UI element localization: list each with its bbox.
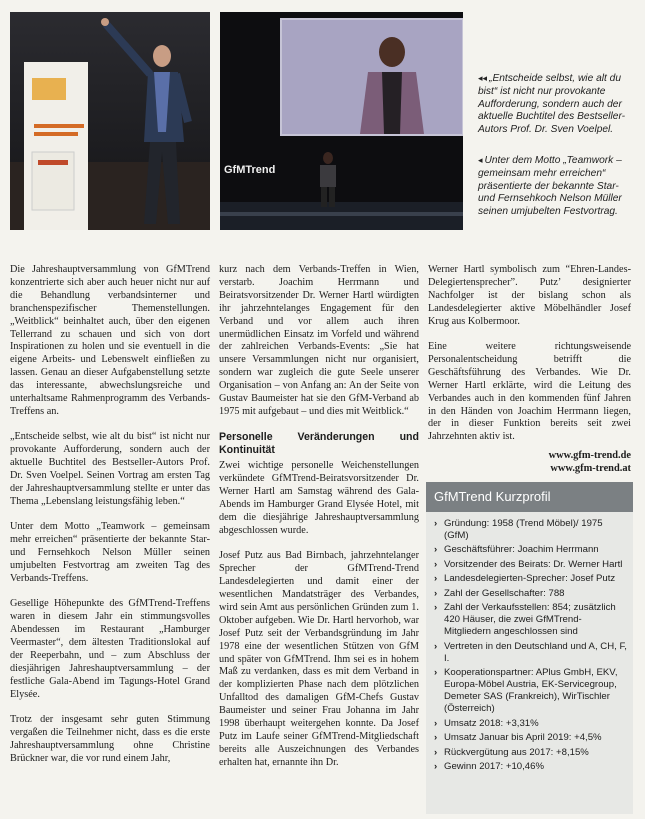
profile-item: › Kooperationspartner: APlus GmbH, EKV, Europa-Möbel Austria, EK-Servicegroup, Demeter SAS (Frankreich), WirTischler (Österreich) [434, 667, 627, 715]
profile-title: GfMTrend Kurzprofil [426, 482, 633, 512]
profile-item: › Vertreten in den Deutschland und A, CH, F, I. [434, 641, 627, 665]
profile-item: › Zahl der Gesellschafter: 788 [434, 588, 627, 600]
paragraph: Zwei wichtige personelle Weichenstellungen verkündete GfMTrend-Beiratsvorsitzender Dr. Werner Hartl am Samstag während des Gala-Abends im Hamburger Grand Elysée Hotel, mit dem die diesjährige Jahreshauptversammlung abgeschlossen wurde. [219, 460, 419, 536]
article-column-1 [10, 264, 210, 778]
profile-item: › Rückvergütung aus 2017: +8,15% [434, 747, 627, 759]
caption-arrow-icon: ◂ [478, 155, 483, 165]
paragraph: Werner Hartl symbolisch zum “Ehren-Landes-Delegiertensprecher”. Putz’ designierter Nachfolger ist der bislang schon als Landesdelegierter aktive Möbelhändler Josef Krug aus Kolbermoor. [428, 264, 631, 327]
article-column-3 [428, 264, 631, 475]
profile-item: › Vorsitzender des Beirats: Dr. Werner Hartl [434, 559, 627, 571]
profile-item: › Geschäftsführer: Joachim Herrmann [434, 544, 627, 556]
profile-item: › Gründung: 1958 (Trend Möbel)/ 1975 (GfM) [434, 518, 627, 542]
url-de[interactable]: www.gfm-trend.de [548, 449, 631, 461]
paragraph: Trotz der insgesamt sehr guten Stimmung vergaßen die Teilnehmer nicht, dass es die erste Jahreshauptversammlung ohne Christine Brückner war, die vor rund einem Jahr, [10, 714, 210, 764]
profile-item: › Umsatz 2018: +3,31% [434, 718, 627, 730]
photo-speaker-voelpel [10, 12, 210, 230]
caption-2 [478, 154, 638, 219]
caption-1 [478, 72, 638, 137]
photo-keynote-mueller [220, 12, 463, 230]
paragraph: Unter dem Motto „Teamwork – gemeinsam mehr erreichen“ präsentierte der bekannte Star- und Fernsehkoch Nelson Müller seinen umjubelten Festvortrag am zweiten Tag des Verbands-Treffens. [10, 521, 210, 584]
stage-scene-2 [220, 12, 463, 230]
caption-arrow-icon: ◂◂ [478, 73, 488, 83]
website-links [428, 449, 631, 475]
paragraph: „Entscheide selbst, wie alt du bist“ ist nicht nur provokante Aufforderung, sondern auch der aktuelle Buchtitel des Bestseller-Autors Prof. Dr. Sven Voelpel. Seinen Vortrag am ersten Tag der Jahreshauptversammlung stellte er unter das Thema „Lebenslang leistungsfähig leben.“ [10, 431, 210, 507]
section-heading: Personelle Veränderungen und Kontinuität [219, 431, 419, 457]
paragraph: Die Jahreshauptversammlung von GfMTrend konzentrierte sich aber auch heuer nicht nur auf die Behandlung verbandsinterner und branchenspezifischer Themenstellungen. „Weitblick“ beinhaltet auch, über den eigenen Tellerrand zu schauen und sich von dort Inspirationen zu holen und sie eventuell in die eigene Arbeits- und Lebenswelt einfließen zu lassen. Genau an dieser Aufgabenstellung setzte das interessante, abwechslungsreiche und unterhaltsame Rahmenprogramm des Verbands-Treffens an. [10, 264, 210, 417]
paragraph: Eine weitere richtungsweisende Personalentscheidung betrifft die Geschäftsführung des Verbandes. Wie Dr. Werner Hartl erklärte, wird die Leitung des Verbandes auch in den kommenden fünf Jahren in den Händen von Joachim Herrmann liegen, der in dieser Funktion bereits seit zwei Jahrzehnten aktiv ist. [428, 341, 631, 443]
url-at[interactable]: www.gfm-trend.at [550, 462, 631, 474]
paragraph: Gesellige Höhepunkte des GfMTrend-Treffens waren in diesem Jahr ein stimmungsvolles Abendessen im Restaurant „Hamburger Veermaster“, dem ältesten Traditionslokal auf der Reeperbahn, und – zum Abschluss der diesjährigen Jahreshauptversammlung – der festliche Gala-Abend im Tagungs-Hotel Grand Elysée. [10, 598, 210, 700]
caption-1-text: „Entscheide selbst, wie alt du bist“ ist nicht nur provokante Aufforderung, sondern auch der aktuelle Buchtitel des Bestseller-Autors Prof. Dr. Sven Voelpel. [478, 73, 626, 136]
profile-item: › Landesdelegierten-Sprecher: Josef Putz [434, 573, 627, 585]
stage-scene-1 [10, 12, 210, 230]
profile-box [426, 482, 633, 814]
paragraph: kurz nach dem Verbands-Treffen in Wien, verstarb. Joachim Herrmann und Beiratsvorsitzender Dr. Werner Hartl würdigten ihr jahrzehntelanges Engagement für den Verband und vor allem auch ihren unermüdlichen Einsatz im Vorfeld und während der zahlreichen Verbands-Events: „Sie hat unsere Versammlungen nicht nur organisiert, sondern war zugleich die gute Seele unserer Organisation – von Anfang an: An der Seite von Gustav Baumeister hat sie den GfM-Verband ab 1975 mit aufgebaut – und dies mit Weitblick.“ [219, 264, 419, 417]
article-column-2 [219, 264, 419, 782]
profile-item: › Umsatz Januar bis April 2019: +4,5% [434, 732, 627, 744]
profile-item: › Zahl der Verkaufsstellen: 854; zusätzlich 420 Häuser, die zwei GfMTrend-Mitgliedern angeschlossen sind [434, 602, 627, 638]
paragraph: Josef Putz aus Bad Birnbach, jahrzehntelanger Sprecher der GfMTrend-Trend Landesdelegierten und damit einer der wesentlichen Mandatsträger des Verbandes, wird sein Amt aus persönlichen Gründen zum 1. Oktober aufgeben. Wie Dr. Hartl hervorhob, war Josef Putz seit der Verbandsgründung im Jahr 1978 eine der wesentlichen Stützen von GfM und später von GfMTrend. Ihm sei es in hohem Maß zu verdanken, dass es mit dem Verband in der komplizierten Phase nach dem plötzlichen Unfalltod des damaligen GfM-Chefs Gustav Baumeister und seiner Frau Johanna im Jahr 1998 überhaupt weitergehen konnte. Da Josef Putz im Laufe seiner GfMTrend-Mitgliedschaft bereits alle Auszeichnungen des Verbandes erhalten hat, ernannte ihn Dr. [219, 550, 419, 768]
profile-item: › Gewinn 2017: +10,46% [434, 761, 627, 773]
caption-2-text: Unter dem Motto „Teamwork – gemeinsam mehr erreichen“ präsentierte der bekannte Star- und Fernsehkoch Nelson Müller seinen umjubelten Festvortrag. [478, 155, 622, 218]
screen-logo: GfMTrend [224, 164, 276, 176]
profile-list [426, 518, 633, 773]
